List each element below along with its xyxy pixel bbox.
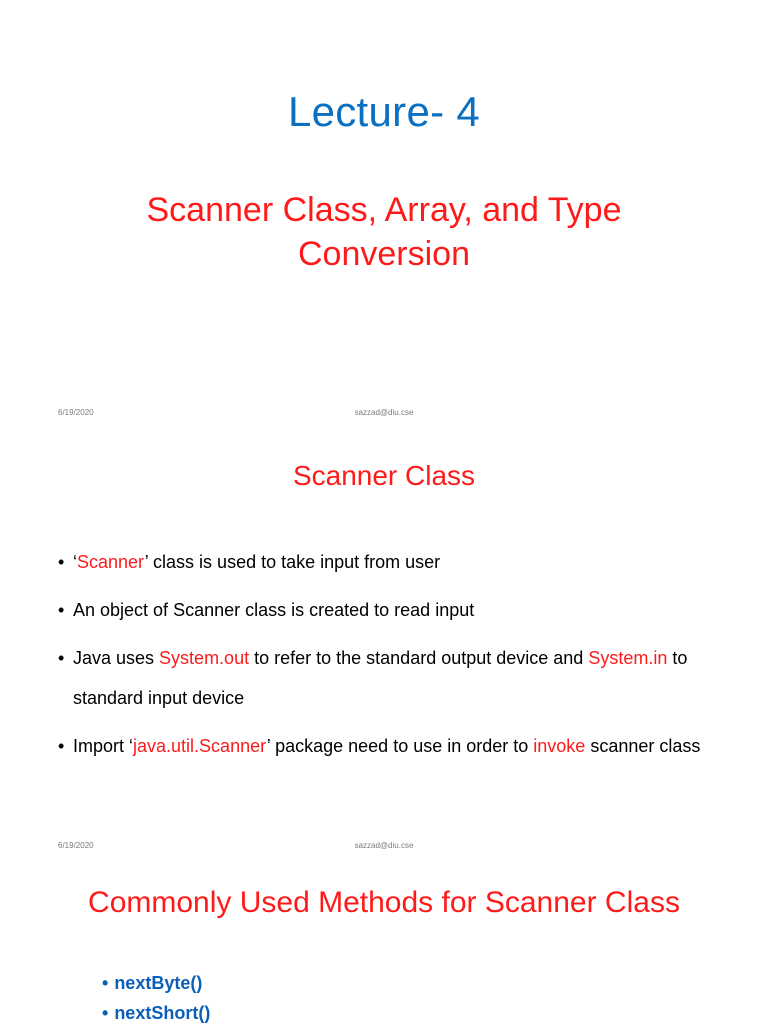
- slide-title: Commonly Used Methods for Scanner Class: [88, 886, 680, 919]
- slide-scanner-methods: [0, 864, 768, 1024]
- footer-email: sazzad@diu.cse: [354, 408, 414, 417]
- bullet-item: [58, 726, 718, 766]
- bullet-dot-icon: •: [58, 736, 65, 756]
- bullet-dot-icon: •: [102, 1003, 109, 1023]
- lecture-subtitle: Scanner Class, Array, and Type Conversion: [146, 191, 622, 273]
- bullet-dot-icon: •: [58, 600, 65, 620]
- slide-scanner-class: [0, 432, 768, 864]
- method-name: nextByte(): [114, 973, 203, 993]
- bullet-text: An object of Scanner class is created to read input: [73, 600, 475, 620]
- highlight-text: java.util.Scanner: [133, 736, 267, 756]
- method-list: [102, 968, 210, 1024]
- highlight-text: Scanner: [77, 552, 145, 572]
- bullet-text: Java uses: [73, 648, 160, 668]
- slide-title: [0, 0, 768, 432]
- highlight-text: System.out: [159, 648, 250, 668]
- method-name: nextShort(): [114, 1003, 211, 1023]
- bullet-text: scanner class: [585, 736, 701, 756]
- bullet-text: ‘: [73, 552, 77, 572]
- slide-title: Scanner Class: [292, 460, 476, 491]
- bullet-text: ’ package need to use in order to: [266, 736, 534, 756]
- footer-email: sazzad@diu.cse: [354, 841, 414, 850]
- bullet-dot-icon: •: [102, 973, 109, 993]
- bullet-text: to refer to the standard output device and: [249, 648, 589, 668]
- highlight-text: invoke: [533, 736, 586, 756]
- method-item: [102, 968, 210, 998]
- bullet-item: [58, 638, 718, 718]
- bullet-dot-icon: •: [58, 552, 65, 572]
- bullet-item: [58, 590, 718, 630]
- footer-date: 6/19/2020: [58, 408, 94, 417]
- bullet-dot-icon: •: [58, 648, 65, 668]
- bullet-text: to standard input device: [73, 648, 688, 708]
- footer-date: 6/19/2020: [58, 841, 94, 850]
- lecture-title: Lecture- 4: [287, 88, 481, 135]
- bullet-text: ’ class is used to take input from user: [144, 552, 441, 572]
- highlight-text: System.in: [588, 648, 668, 668]
- bullet-text: Import ‘: [73, 736, 134, 756]
- method-item: [102, 998, 210, 1024]
- bullet-list: [58, 542, 718, 774]
- bullet-item: [58, 542, 718, 582]
